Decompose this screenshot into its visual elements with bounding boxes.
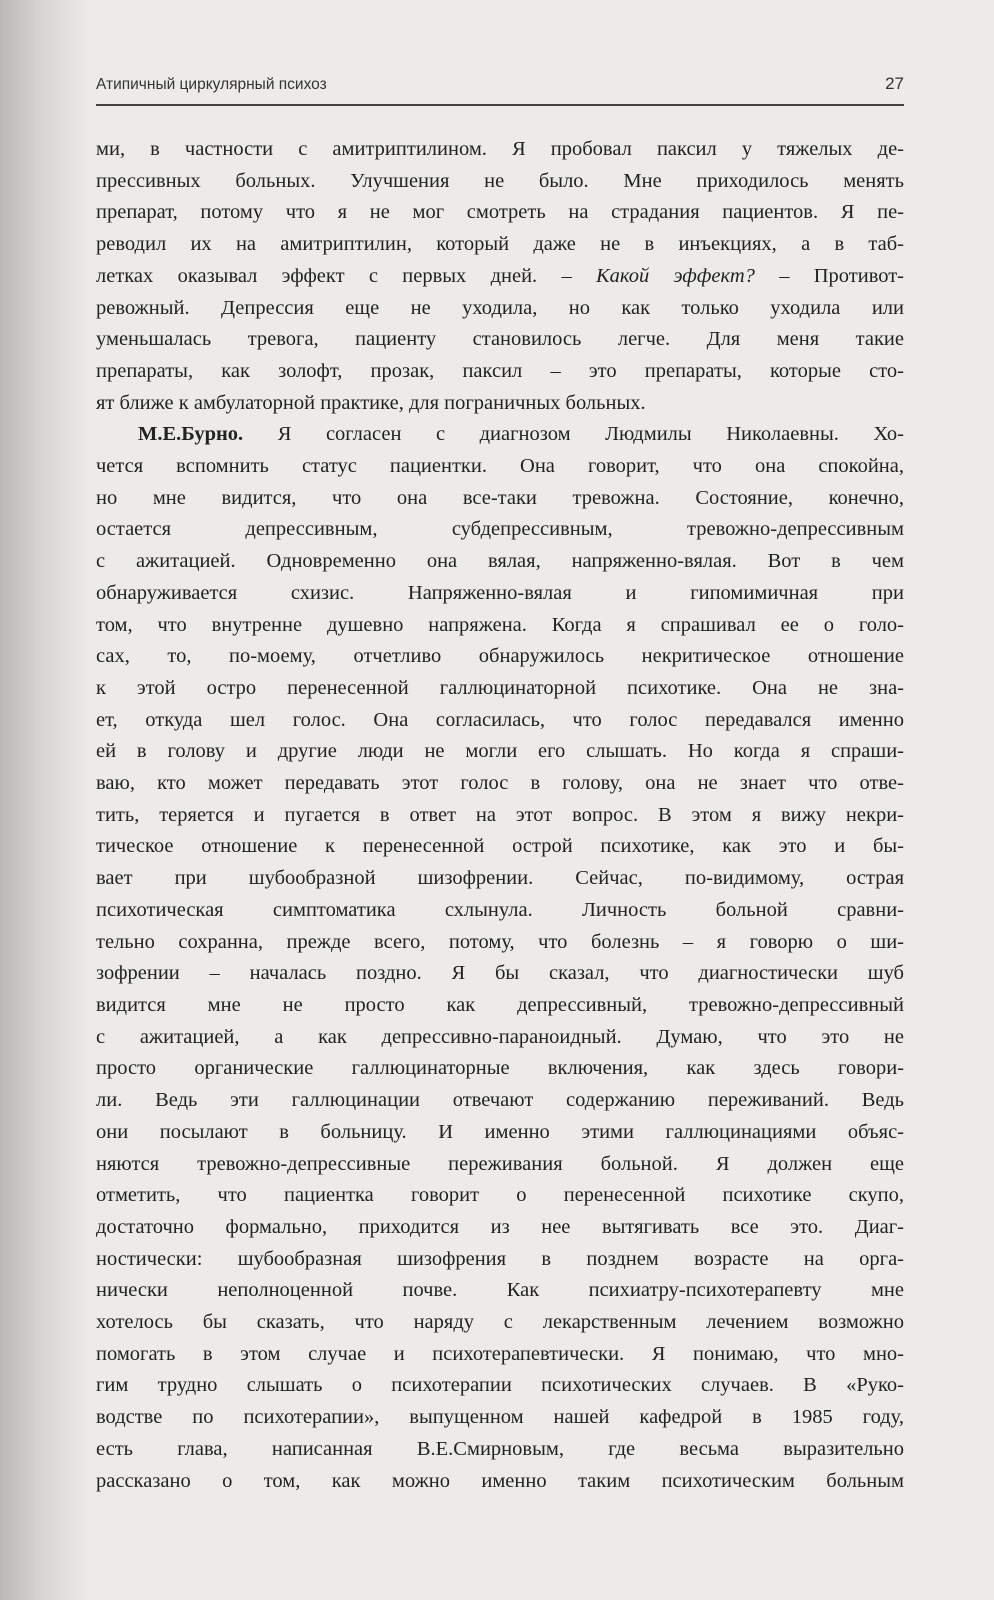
text-line: помогать в этом случае и психотерапевтически. Я понимаю, что мно-	[96, 1342, 904, 1365]
text-line: психотическая симптоматика схлынула. Личность больной сравни-	[96, 898, 904, 921]
text-line: просто органические галлюцинаторные включения, как здесь говори-	[96, 1057, 904, 1080]
text-line: чется вспомнить статус пациентки. Она говорит, что она спокойна,	[96, 455, 904, 478]
text-line: но мне видится, что она все-таки тревожна. Состояние, конечно,	[96, 486, 904, 509]
paragraph-1	[96, 134, 904, 419]
book-spine-shadow	[0, 0, 90, 1600]
text-line: ми, в частности с амитриптилином. Я пробовал паксил у тяжелых де-	[96, 138, 904, 160]
text-line: достаточно формально, приходится из нее вытягивать все это. Диаг-	[96, 1215, 904, 1238]
page-header	[96, 74, 904, 106]
text-line: обнаруживается схизис. Напряженно-вялая и гипомимичная при	[96, 581, 904, 604]
text-line: ревожный. Депрессия еще не уходила, но как только уходила или	[96, 296, 904, 319]
text-line: ят ближе к амбулаторной практике, для пограничных больных.	[96, 391, 646, 414]
text-line: ваю, кто может передавать этот голос в голову, она не знает что отве-	[96, 772, 904, 795]
text-line: рассказано о том, как можно именно таким психотическим больным	[96, 1469, 904, 1492]
text-line: к этой остро перенесенной галлюцинаторной психотике. Она не зна-	[96, 676, 904, 699]
text-line: сах, то, по-моему, отчетливо обнаружилось некритическое отношение	[96, 645, 904, 668]
text-line: с ажитацией. Одновременно она вялая, напряженно-вялая. Вот в чем	[96, 550, 904, 573]
page-number: 27	[885, 74, 904, 93]
text-line: они посылают в больницу. И именно этими галлюцинациями объяс-	[96, 1120, 904, 1143]
paragraph-2	[96, 419, 904, 1497]
text-line: ли. Ведь эти галлюцинации отвечают содержанию переживаний. Ведь	[96, 1089, 904, 1112]
text-line: видится мне не просто как депрессивный, тревожно-депрессивный	[96, 993, 904, 1016]
text-segment: – Противот-	[779, 264, 905, 287]
italic-question: Какой эффект?	[596, 264, 755, 287]
text-segment: Я согласен с диагнозом Людмилы Николаевны. Хо-	[277, 423, 905, 446]
text-line	[96, 261, 904, 293]
text-line: водстве по психотерапии», выпущенном нашей кафедрой в 1985 году,	[96, 1406, 904, 1429]
text-line: ностически: шубообразная шизофрения в позднем возрасте на орга-	[96, 1247, 904, 1270]
text-line: препарат, потому что я не мог смотреть на страдания пациентов. Я пе-	[96, 201, 904, 224]
text-line: вает при шубообразной шизофрении. Сейчас, по-видимому, острая	[96, 867, 904, 890]
text-line: гим трудно слышать о психотерапии психотических случаев. В «Руко-	[96, 1374, 904, 1397]
text-line: хотелось бы сказать, что наряду с лекарственным лечением возможно	[96, 1311, 904, 1334]
text-line: нически неполноценной почве. Как психиатру-психотерапевту мне	[96, 1279, 904, 1302]
text-line: остается депрессивным, субдепрессивным, тревожно-депрессивным	[96, 518, 904, 541]
text-line	[96, 419, 904, 451]
text-line: тить, теряется и пугается в ответ на этот вопрос. В этом я вижу некри-	[96, 803, 904, 826]
page-body	[96, 134, 904, 1497]
text-line: ет, откуда шел голос. Она согласилась, что голос передавался именно	[96, 708, 904, 731]
text-line: отметить, что пациентка говорит о перенесенной психотике скупо,	[96, 1184, 904, 1207]
text-line: тическое отношение к перенесенной острой психотике, как это и бы-	[96, 835, 904, 858]
running-title: Атипичный циркулярный психоз	[96, 76, 327, 93]
text-line: прессивных больных. Улучшения не было. Мне приходилось менять	[96, 169, 904, 192]
text-line: уменьшалась тревога, пациенту становилось легче. Для меня такие	[96, 328, 904, 351]
text-line: с ажитацией, а как депрессивно-параноидный. Думаю, что это не	[96, 1025, 904, 1048]
text-line: препараты, как золофт, прозак, паксил – это препараты, которые сто-	[96, 359, 904, 382]
text-line: няются тревожно-депрессивные переживания больной. Я должен еще	[96, 1152, 904, 1175]
text-line: реводил их на амитриптилин, который даже не в инъекциях, а в таб-	[96, 233, 904, 256]
text-line: есть глава, написанная В.Е.Смирновым, где весьма выразительно	[96, 1437, 904, 1460]
text-segment: летках оказывал эффект с первых дней. –	[96, 264, 572, 287]
text-line: ей в голову и другие люди не могли его слышать. Но когда я спраши-	[96, 740, 904, 763]
text-line: тельно сохранна, прежде всего, потому, что болезнь – я говорю о ши-	[96, 930, 904, 953]
text-line: зофрении – началась поздно. Я бы сказал, что диагностически шуб	[96, 962, 904, 985]
text-line: том, что внутренне душевно напряжена. Когда я спрашивал ее о голо-	[96, 613, 904, 636]
speaker-name: М.Е.Бурно.	[138, 423, 244, 446]
